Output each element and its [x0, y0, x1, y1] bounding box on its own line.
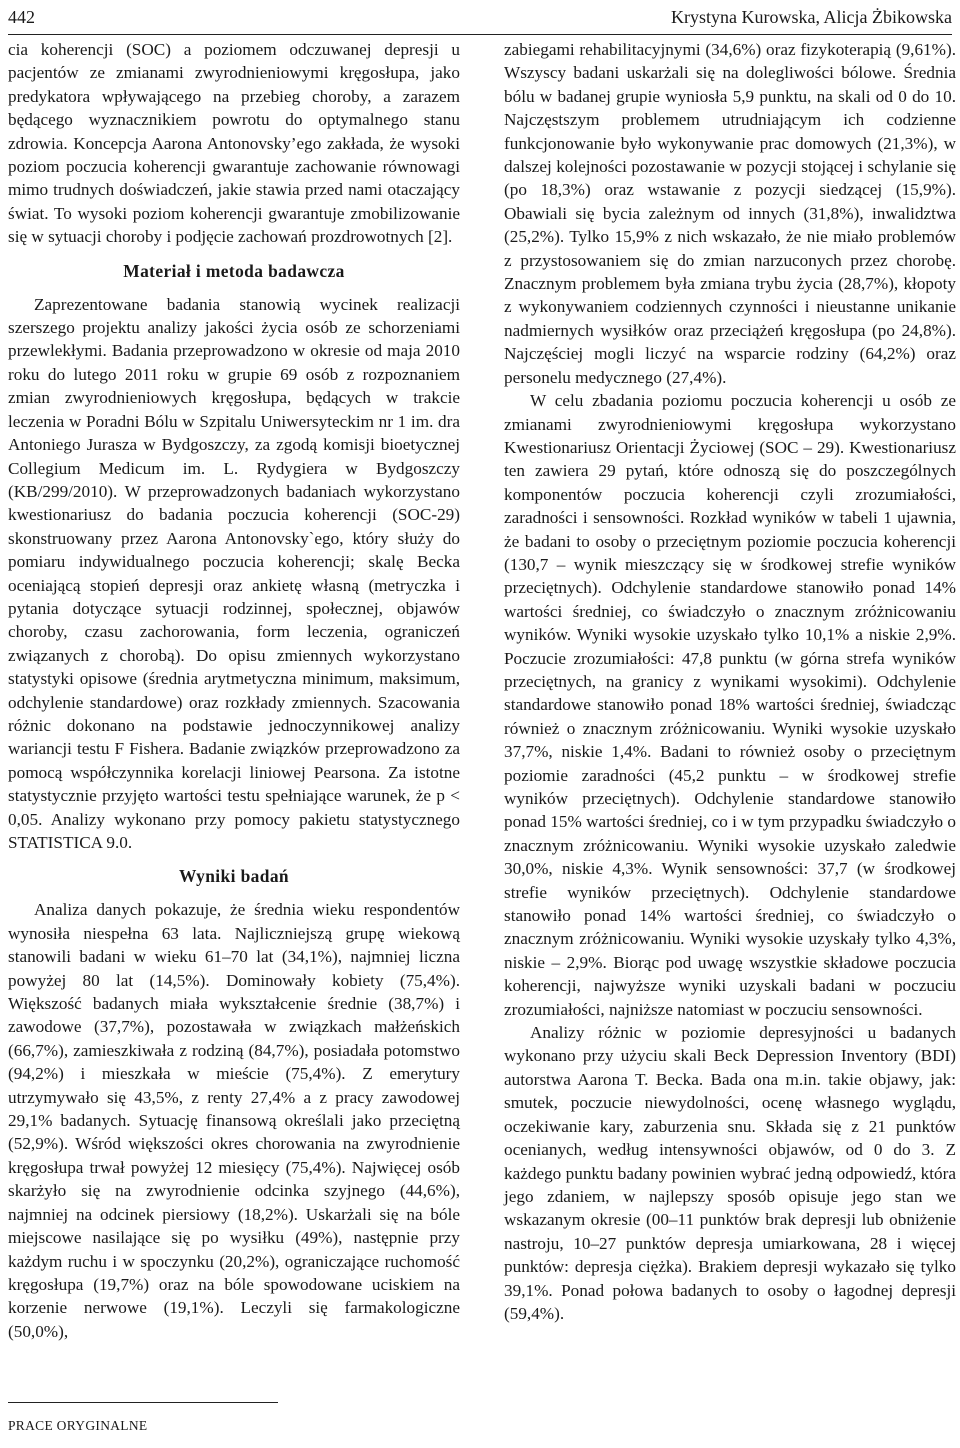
paragraph-intro-continued: cia koherencji (SOC) a poziomem odczuwanej depresji u pacjentów ze zmianami zwyrodnieniowymi kręgosłupa, jako predykatora wpływającego na przebieg choroby, a zarazem będącego wyznacznikiem powrotu do optymalnego stanu zdrowia. Koncepcja Aarona Antonovsky’ego zakłada, że wysoki poziom poczucia koherencji gwarantuje zachowanie równowagi mimo trudnych doświadczeń, jakie stawia przed nami otaczający świat. To wysoki poziom koherencji gwarantuje zmobilizowanie się w sytuacji choroby i podjęcie zachowań prozdrowotnych [2].	[8, 40, 460, 247]
running-head-authors: Krystyna Kurowska, Alicja Żbikowska	[671, 6, 952, 27]
footer-rule	[8, 1402, 278, 1403]
right-column	[504, 38, 956, 1325]
paragraph-bdi-results: Analizy różnic w poziomie depresyjności u badanych wykonano przy użyciu skali Beck Depression Inventory (BDI) autorstwa Aarona T. Becka. Bada ona m.in. takie objawy, jak: smutek, poczucie niewydolności, ocenę własnego wyglądu, oczekiwanie kary, zaburzenia snu. Składa się z 21 punktów ocenianych, według intensywności objawów, od 0 do 3. Z każdego punktu badany powinien wybrać jedną odpowiedź, która jego zdaniem, w najlepszy sposób opisuje jego stan we wskazanym okresie (00–11 punktów brak depresji lub obniżenie nastroju, 10–27 punktów depresja umiarkowana, 28 i więcej punktów: depresja ciężka). Brakiem depresji wykazało się tylko 39,1%. Ponad połowa badanych to osoby o łagodnej depresji (59,4%).	[504, 1023, 956, 1323]
left-column	[8, 38, 460, 1343]
paragraph-results-demographics: Analiza danych pokazuje, że średnia wieku respondentów wynosiła niespełna 63 lata. Najliczniejszą grupę wiekową stanowili badani w wieku 61–70 lat (34,1%), najmniej liczna powyżej 80 lat (14,5%). Dominowały kobiety (75,4%). Większość badanych miała wykształcenie średnie (38,7%) i zawodowe (37,7%), pozostawała w związkach małżeńskich (66,7%), zamieszkiwała z rodziną (84,7%), posiadała potomstwo (94,2%) i mieszkała w mieście (75,4%). Z emerytury utrzymywało się 43,5%, z renty 27,4% a z pracy zawodowej 29,1% badanych. Sytuację finansową określali jako przeciętną (52,9%). Wśród większości okres chorowania na zwyrodnienie kręgosłupa trwał powyżej 12 miesięcy (75,4%). Najwięcej osób skarżyło się na zwyrodnienie odcinka szyjnego (44,6%), najmniej na odcinek piersiowy (18,2%). Uskarżali się na bóle miejscowe nasilające się po wysiłku (49%), następnie przy każdym ruchu i w spoczynku (20,2%), ograniczające ruchomość kręgosłupa (19,7%) oraz na bóle spowodowane uciskiem na korzenie nerwowe (19,1%). Leczyli się farmakologiczne (50,0%),	[8, 900, 460, 1341]
page-header	[8, 0, 952, 35]
page-number: 442	[8, 6, 35, 27]
section-heading-results: Wyniki badań	[178, 866, 289, 887]
paragraph-methods: Zaprezentowane badania stanowią wycinek realizacji szerszego projektu analizy jakości życia osób ze schorzeniami przewlekłymi. Badania przeprowadzono w okresie od maja 2010 roku do lutego 2011 roku w grupie 69 osób z rozpoznaniem zmian zwyrodnieniowych kręgosłupa, będących w trakcie leczenia w Poradni Bólu w Szpitalu Uniwersyteckim nr 1 im. dra Antoniego Jurasza w Bydgoszczy, za zgodą komisji bioetycznej Collegium Medicum im. L. Rydygiera w Bydgoszczy (KB/299/2010). W przeprowadzonych badaniach wykorzystano kwestionariusz do badania poczucia koherencji (SOC-29) skonstruowany przez Aarona Antonovsky`ego, który służy do pomiaru indywidualnego poczucia koherencji; skalę Becka oceniającą stopień depresji oraz ankietę własną (metryczka i pytania dotyczące sytuacji rodzinnej, społecznej, objawów choroby, czasu zachorowania, form leczenia, ograniczeń związanych z chorobą). Do opisu zmiennych wykorzystano statystyki opisowe (średnia arytmetyczna minimum, maksimum, odchylenie standardowe) oraz rozkłady zmiennych. Szacowania różnic dokonano na podstawie jednoczynnikowej analizy wariancji testu F Fishera. Badanie związków przeprowadzono za pomocą współczynnika korelacji liniowej Pearsona. Za istotne statystycznie przyjęto wartości testu spełniające warunek, że p < 0,05. Analizy wykonano przy pomocy pakietu statystycznego STATISTICA 9.0.	[8, 294, 460, 852]
footer-section-label: PRACE ORYGINALNE	[8, 1418, 148, 1433]
section-heading-methods: Materiał i metoda badawcza	[123, 260, 345, 281]
paragraph-results-continued: zabiegami rehabilitacyjnymi (34,6%) oraz fizykoterapią (9,61%). Wszyscy badani uskarżali się na dolegliwości bólowe. Średnia bólu w badanej grupie wyniosła 5,9 punktu, na skali od 0 do 10. Najczęstszym problemem utrudniającym ich codzienne funkcjonowanie było wykonywanie prac domowych (21,3%), w dalszej kolejności pozostawanie w pozycji stojącej i schylanie się (po 18,3%) oraz wstawanie z pozycji siedzącej (15,9%). Obawiali się bycia zależnym od innych (31,8%), inwalidztwa (25,2%). Tylko 15,9% z nich wskazało, że nie miało problemów z przystosowaniem się do zmian narzuconych przez chorobę. Znacznym problemem była zmiana trybu życia (28,7%), kłopoty z wykonywaniem codziennych czynności i nieustanne unikanie nadmiernych wysiłków oraz przeciążeń kręgosłupa (po 24,8%). Najczęściej mogli liczyć na wsparcie rodziny (64,2%) oraz personelu medycznego (27,4%).	[504, 40, 956, 387]
paragraph-soc-results: W celu zbadania poziomu poczucia koherencji u osób ze zmianami zwyrodnieniowymi kręgosłupa wykorzystano Kwestionariusz Orientacji Życiowej (SOC – 29). Kwestionariusz ten zawiera 29 pytań, które odnoszą się do poszczególnych komponentów poczucia koherencji czyli zrozumiałości, zaradności i sensowności. Rozkład wyników w tabeli 1 ujawnia, że badani to osoby o przeciętnym poziomie poczucia koherencji (130,7 – wynik mieszczący się w środkowej strefie wyników przeciętnych). Odchylenie standardowe stanowiło ponad 14% wartości średniej, co świadczyło o znacznym zróżnicowaniu wyników. Wyniki wysokie uzyskało tylko 10,1% a niskie 2,9%. Poczucie zrozumiałości: 47,8 punktu (w górna strefa wyników przeciętnych, na granicy z wynikami wysokimi). Odchylenie standardowe stanowiło ponad 18% wartości średniej, świadcząc również o znacznym zróżnicowaniu. Wyniki wysokie uzyskało 37,7%, niskie 1,4%. Badani to również osoby o przeciętnym poziomie zaradności (45,2 punktu – w środkowej strefie wyników przeciętnych). Odchylenie standardowe stanowiło ponad 15% wartości średniej, co i w tym przypadku świadczyło o znacznym zróżnicowaniu. Wyniki wysokie uzyskało zaledwie 30,0%, niskie 4,3%. Wynik sensowności: 37,7 (w środkowej strefie wyników przeciętnych). Odchylenie standardowe stanowiło ponad 14% wartości średniej, co świadczyło o znacznym zróżnicowaniu. Wyniki wysokie uzyskały tylko 4,3%, niskie – 2,9%. Biorąc pod uwagę wszystkie składowe poczucia koherencji, najwyższe wyniki uzyskali badani w poczuciu zrozumiałości, najniższe natomiast w poczuciu sensowności.	[504, 391, 957, 1019]
